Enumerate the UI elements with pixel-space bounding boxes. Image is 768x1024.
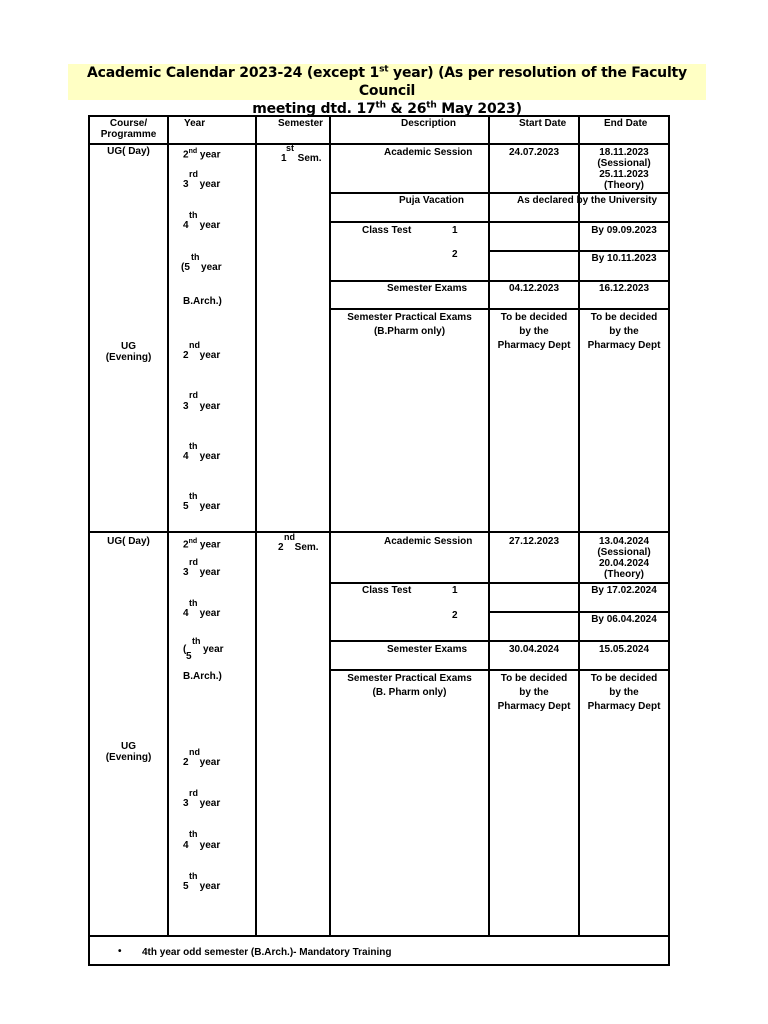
sem2-academic-end: 13.04.2024 (Sessional) 20.04.2024 (Theory) xyxy=(597,536,651,580)
header-year: Year xyxy=(184,118,206,129)
sem2-semester-exams: Semester Exams xyxy=(387,644,468,655)
sem2-academic-start: 27.12.2023 xyxy=(508,536,560,547)
sem1-semester-label: 1 Sem. xyxy=(281,153,322,164)
sem1-row-line xyxy=(329,192,670,194)
sem1-class-test-2: 2 xyxy=(452,249,458,260)
sem2-semester-exams-end: 15.05.2024 xyxy=(598,644,650,655)
col-divider-year xyxy=(167,115,169,937)
sem1-academic-session: Academic Session xyxy=(384,147,473,158)
sem1-barch: B.Arch.) xyxy=(183,296,222,307)
sem1-practical-start: To be decided by the Pharmacy Dept xyxy=(497,312,571,351)
sem2-row-line xyxy=(329,640,670,642)
page-title: Academic Calendar 2023-24 (except 1st year) (As per resolution of the Faculty Council meeting dtd. 17th & 26th May 2023) xyxy=(87,64,687,117)
sem2-year-3: 3 year xyxy=(183,567,221,578)
footnote-text: 4th year odd semester (B.Arch.)- Mandatory Training xyxy=(142,947,392,958)
header-course: Course/ Programme xyxy=(100,118,157,140)
sem2-ug-evening: UG (Evening) xyxy=(105,741,152,763)
header-bottom-line xyxy=(88,143,670,145)
sem2-eve-year-2-sup: nd xyxy=(189,747,200,757)
sem2-class-test-1: 1 xyxy=(452,585,458,596)
header-end-date: End Date xyxy=(604,118,648,129)
sem2-practical-end: To be decided by the Pharmacy Dept xyxy=(587,673,661,712)
footnote-bullet: • xyxy=(118,946,122,957)
sem2-class-test-1-end: By 17.02.2024 xyxy=(591,585,657,596)
sem2-semester-exams-start: 30.04.2024 xyxy=(508,644,560,655)
sem1-ug-day: UG( Day) xyxy=(107,146,150,157)
header-description: Description xyxy=(401,118,457,129)
sem1-semester-exams-end: 16.12.2023 xyxy=(598,283,650,294)
sem1-year-5-sup: th xyxy=(191,252,200,262)
sem2-class-test-2-end: By 06.04.2024 xyxy=(591,614,657,625)
sem2-year-3-sup: rd xyxy=(189,557,198,567)
sem2-year-5-num: 5 xyxy=(186,651,192,662)
sem2-year-2: 2nd year xyxy=(183,538,221,551)
sem1-practical-end: To be decided by the Pharmacy Dept xyxy=(587,312,661,351)
sem2-year-5-paren: ( xyxy=(183,644,187,655)
sem1-eve-year-3-sup: rd xyxy=(189,390,198,400)
sem1-year-3-sup: rd xyxy=(189,169,198,179)
sem1-class-test-1: 1 xyxy=(452,225,458,236)
sem1-year-2: 2nd year xyxy=(183,148,221,161)
sem2-year-5-word: year xyxy=(203,644,224,655)
sem1-bottom-line xyxy=(88,531,670,533)
sem2-practical-start: To be decided by the Pharmacy Dept xyxy=(497,673,571,712)
sem2-semester-sup: nd xyxy=(284,532,295,542)
sem1-year-5: (5 year xyxy=(181,262,222,273)
sem1-eve-year-5: 5 year xyxy=(183,501,221,512)
sem2-academic-session: Academic Session xyxy=(384,536,473,547)
table-border-top xyxy=(88,115,670,117)
sem1-eve-year-4-sup: th xyxy=(189,441,198,451)
table-body-bottom-line xyxy=(88,935,670,937)
sem2-row-line xyxy=(329,582,670,584)
sem1-semester-exams-start: 04.12.2023 xyxy=(508,283,560,294)
sem1-row-line xyxy=(488,250,670,252)
sem1-row-line xyxy=(329,221,670,223)
sem1-semester-exams: Semester Exams xyxy=(387,283,468,294)
sem1-eve-year-2-sup: nd xyxy=(189,340,200,350)
sem1-class-test-1-end: By 09.09.2023 xyxy=(591,225,657,236)
table-border-right xyxy=(668,115,670,966)
sem2-eve-year-3: 3 year xyxy=(183,798,221,809)
sem2-barch: B.Arch.) xyxy=(183,671,222,682)
sem2-year-4-sup: th xyxy=(189,598,198,608)
sem2-eve-year-4-sup: th xyxy=(189,829,198,839)
sem2-ug-day: UG( Day) xyxy=(107,536,150,547)
sem2-semester-label: 2 Sem. xyxy=(278,542,319,553)
sem1-year-4-sup: th xyxy=(189,210,198,220)
sem1-puja-dates: As declared by the University xyxy=(517,195,658,206)
sem1-row-line xyxy=(329,308,670,310)
col-divider-end xyxy=(578,115,580,937)
table-border-bottom xyxy=(88,964,670,966)
sem2-eve-year-5-sup: th xyxy=(189,871,198,881)
sem1-eve-year-3: 3 year xyxy=(183,401,221,412)
sem1-semester-sup: st xyxy=(286,143,295,153)
sem2-practical-exams: Semester Practical Exams (B. Pharm only) xyxy=(347,673,472,698)
header-start-date: Start Date xyxy=(519,118,567,129)
sem2-eve-year-4: 4 year xyxy=(183,840,221,851)
sem2-class-test-2: 2 xyxy=(452,610,458,621)
sem2-year-5-sup: th xyxy=(192,636,201,646)
sem1-eve-year-4: 4 year xyxy=(183,451,221,462)
sem2-row-line xyxy=(329,669,670,671)
sem1-practical-exams: Semester Practical Exams (B.Pharm only) xyxy=(347,312,472,337)
sem1-year-4: 4 year xyxy=(183,220,221,231)
sem1-ug-evening: UG (Evening) xyxy=(105,341,152,363)
col-divider-description xyxy=(329,115,331,937)
sem1-class-test-2-end: By 10.11.2023 xyxy=(591,253,657,264)
header-semester: Semester xyxy=(278,118,324,129)
sem1-eve-year-2: 2 year xyxy=(183,350,221,361)
sem2-class-test: Class Test xyxy=(362,585,412,596)
sem1-row-line xyxy=(329,280,670,282)
sem1-academic-end: 18.11.2023 (Sessional) 25.11.2023 (Theory) xyxy=(597,147,651,191)
sem1-year-3: 3 year xyxy=(183,179,221,190)
sem2-eve-year-5: 5 year xyxy=(183,881,221,892)
sem1-class-test: Class Test xyxy=(362,225,412,236)
sem2-row-line xyxy=(488,611,670,613)
col-divider-start xyxy=(488,115,490,937)
col-divider-semester xyxy=(255,115,257,937)
sem2-eve-year-2: 2 year xyxy=(183,757,221,768)
sem1-academic-start: 24.07.2023 xyxy=(508,147,560,158)
sem1-puja-vacation: Puja Vacation xyxy=(399,195,465,206)
sem2-eve-year-3-sup: rd xyxy=(189,788,198,798)
sem1-eve-year-5-sup: th xyxy=(189,491,198,501)
sem2-year-4: 4 year xyxy=(183,608,221,619)
